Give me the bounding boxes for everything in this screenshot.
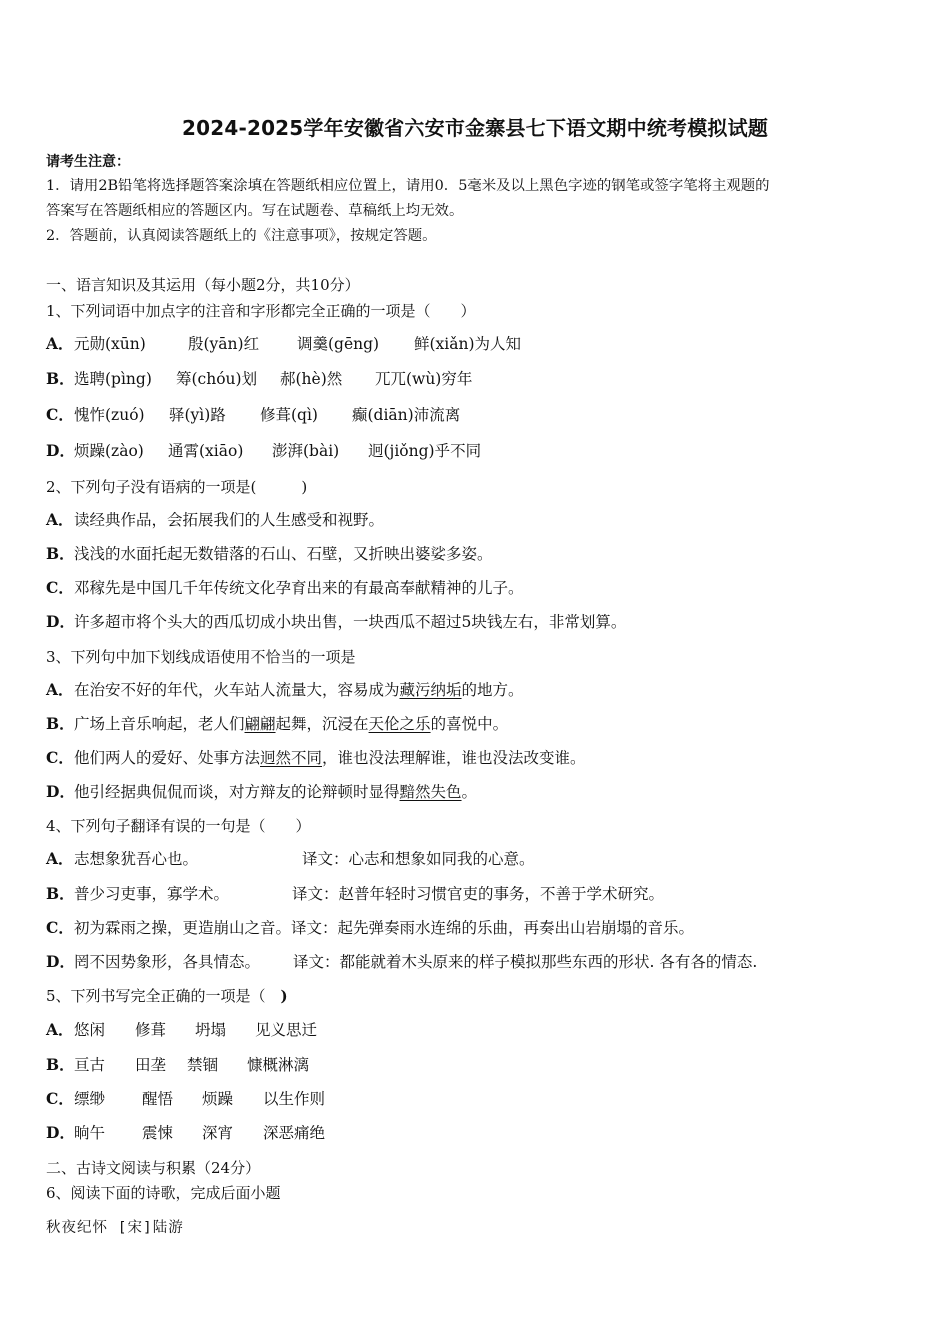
page-title: 2024-2025学年安徽省六安市金寨县七下语文期中统考模拟试题 bbox=[181, 116, 769, 140]
option-text: 他们两人的爱好、处事方法 bbox=[74, 749, 261, 767]
option-text: 读经典作品，会拓展我们的人生感受和视野。 bbox=[74, 511, 385, 529]
q4-stem: 4、下列句子翻译有误的一句是（ ） bbox=[46, 817, 311, 835]
option-label: D． bbox=[46, 782, 75, 801]
option-label: A． bbox=[46, 510, 74, 529]
q3-option-d bbox=[46, 781, 477, 803]
q5-c-item-3: 烦躁 bbox=[202, 1090, 234, 1108]
option-label: C． bbox=[46, 578, 74, 597]
q1-b-item-3: 郝(hè)然 bbox=[280, 370, 343, 388]
q5-c-item-2: 醒悟 bbox=[142, 1090, 174, 1108]
q1-a-item-2: 殷(yān)红 bbox=[188, 335, 260, 353]
q1-d-item-4: 迥(jiǒng)乎不同 bbox=[368, 442, 482, 460]
q1-c-item-3: 修葺(qì) bbox=[260, 406, 318, 424]
option-text: 起舞，沉浸在 bbox=[275, 715, 369, 733]
option-text: ，谁也没法理解谁，谁也没法改变谁。 bbox=[322, 749, 586, 767]
underlined-idiom: 天伦之乐 bbox=[368, 715, 431, 733]
q5-d-item-2: 震悚 bbox=[142, 1124, 174, 1142]
option-label: C． bbox=[46, 918, 74, 937]
section-1-heading: 一、语言知识及其运用（每小题2分，共10分） bbox=[46, 276, 360, 294]
q5-stem-text: 5、下列书写完全正确的一项是（ bbox=[46, 987, 281, 1005]
option-label: B． bbox=[46, 884, 75, 903]
option-label: D． bbox=[46, 952, 75, 971]
underlined-idiom: 藏污纳垢 bbox=[399, 681, 462, 699]
option-label: A． bbox=[46, 334, 74, 353]
option-text: 邓稼先是中国几千年传统文化孕育出来的有最高奉献精神的儿子。 bbox=[74, 579, 524, 597]
q5-c-item-4: 以生作则 bbox=[263, 1090, 326, 1108]
q1-c-item-4: 癫(diān)沛流离 bbox=[352, 406, 461, 424]
q2-option-a bbox=[46, 509, 384, 531]
q3-stem: 3、下列句中加下划线成语使用不恰当的一项是 bbox=[46, 648, 356, 666]
option-label: C． bbox=[46, 748, 74, 767]
q5-c-item-1: 缥缈 bbox=[74, 1090, 106, 1108]
q1-b-item-1: 选聘(pìng) bbox=[74, 370, 152, 388]
option-text: 浅浅的水面托起无数错落的石山、石壁，又折映出婆娑多姿。 bbox=[74, 545, 493, 563]
q1-d-item-2: 通霄(xiāo) bbox=[168, 442, 244, 460]
q1-c-item-1: 愧怍(zuó) bbox=[74, 406, 145, 424]
q2-option-d bbox=[46, 611, 626, 633]
option-text: 在治安不好的年代，火车站人流量大，容易成为 bbox=[74, 681, 400, 699]
option-text: 广场上音乐响起，老人们 bbox=[74, 715, 245, 733]
q3-option-a bbox=[46, 679, 524, 701]
q1-d-item-1: 烦躁(zào) bbox=[74, 442, 144, 460]
q5-b-item-2: 田垄 bbox=[135, 1056, 167, 1074]
q1-c-item-2: 驿(yì)路 bbox=[169, 406, 226, 424]
option-text: 志想象犹吾心也。 bbox=[74, 850, 199, 868]
poem-title: 秋夜纪怀 [宋]陆游 bbox=[46, 1220, 184, 1236]
q1-b-item-2: 筹(chóu)划 bbox=[176, 370, 258, 388]
underlined-idiom: 翩翩 bbox=[244, 715, 276, 733]
q5-d-item-4: 深恶痛绝 bbox=[263, 1124, 326, 1142]
q3-option-b bbox=[46, 713, 508, 735]
option-label: B． bbox=[46, 714, 75, 733]
underlined-idiom: 黯然失色 bbox=[399, 783, 462, 801]
q4-option-c bbox=[46, 917, 694, 939]
option-text: 普少习吏事，寡学术。 bbox=[74, 885, 230, 903]
q5-b-item-4: 慷概淋漓 bbox=[247, 1056, 310, 1074]
underlined-idiom: 迥然不同 bbox=[260, 749, 323, 767]
notice-line-1b: 答案写在答题纸相应的答题区内。写在试题卷、草稿纸上均无效。 bbox=[46, 203, 464, 219]
q5-d-item-3: 深宵 bbox=[202, 1124, 234, 1142]
option-text: 的地方。 bbox=[461, 681, 524, 699]
option-label: A． bbox=[46, 1020, 74, 1039]
section-2-heading: 二、古诗文阅读与积累（24分） bbox=[46, 1159, 261, 1177]
q1-b-item-4: 兀兀(wù)穷年 bbox=[375, 370, 473, 388]
option-label: B． bbox=[46, 544, 75, 563]
option-label: B． bbox=[46, 1055, 75, 1074]
option-label: D． bbox=[46, 1123, 75, 1142]
q5-stem bbox=[46, 986, 288, 1006]
q1-a-item-1: 元勋(xūn) bbox=[74, 335, 146, 353]
option-label: D． bbox=[46, 441, 75, 460]
option-text: 的喜悦中。 bbox=[430, 715, 509, 733]
q2-option-b bbox=[46, 543, 493, 565]
option-text: 。 bbox=[461, 783, 478, 801]
option-text: 初为霖雨之操，更造崩山之音。译文：起先弹奏雨水连绵的乐曲，再奏出山岩崩塌的音乐。 bbox=[74, 919, 695, 937]
q6-stem: 6、阅读下面的诗歌，完成后面小题 bbox=[46, 1184, 281, 1202]
notice-heading: 请考生注意： bbox=[46, 154, 130, 170]
q5-b-item-1: 亘古 bbox=[74, 1056, 106, 1074]
q5-d-item-1: 晌午 bbox=[74, 1124, 106, 1142]
q5-a-item-4: 见义思迁 bbox=[255, 1021, 318, 1039]
option-label: A． bbox=[46, 680, 74, 699]
q5-stem-end: ) bbox=[280, 987, 288, 1005]
option-label: C． bbox=[46, 405, 74, 424]
q5-a-item-3: 坍塌 bbox=[195, 1021, 227, 1039]
option-label: C． bbox=[46, 1089, 74, 1108]
q2-stem: 2、下列句子没有语病的一项是( ) bbox=[46, 478, 308, 496]
q3-option-c bbox=[46, 747, 586, 769]
option-text: 他引经据典侃侃而谈，对方辩友的论辩顿时显得 bbox=[74, 783, 400, 801]
option-text: 许多超市将个头大的西瓜切成小块出售，一块西瓜不超过5块钱左右，非常划算。 bbox=[74, 613, 627, 631]
option-label: A． bbox=[46, 849, 74, 868]
option-label: B． bbox=[46, 369, 75, 388]
q5-a-item-1: 悠闲 bbox=[74, 1021, 106, 1039]
option-text: 罔不因势象形，各具情态。 bbox=[74, 953, 261, 971]
q4-d-translation: 译文：都能就着木头原来的样子模拟那些东西的形状. 各有各的情态. bbox=[293, 953, 758, 971]
q1-a-item-3: 调羹(gēng) bbox=[297, 335, 380, 353]
q5-a-item-2: 修葺 bbox=[135, 1021, 167, 1039]
q4-a-translation: 译文：心志和想象如同我的心意。 bbox=[302, 850, 535, 868]
notice-line-2: 2．答题前，认真阅读答题纸上的《注意事项》，按规定答题。 bbox=[46, 228, 437, 244]
q1-d-item-3: 澎湃(bài) bbox=[272, 442, 340, 460]
q4-b-translation: 译文：赵普年轻时习惯官吏的事务，不善于学术研究。 bbox=[292, 885, 665, 903]
option-label: D． bbox=[46, 612, 75, 631]
q1-a-item-4: 鲜(xiǎn)为人知 bbox=[414, 335, 522, 353]
q5-b-item-3: 禁锢 bbox=[187, 1056, 219, 1074]
q2-option-c bbox=[46, 577, 524, 599]
q1-stem: 1、下列词语中加点字的注音和字形都完全正确的一项是（ ） bbox=[46, 302, 476, 320]
notice-line-1a: 1．请用2B铅笔将选择题答案涂填在答题纸相应位置上，请用0．5毫米及以上黑色字迹的钢笔或签字笔将主观题的 bbox=[46, 178, 770, 194]
